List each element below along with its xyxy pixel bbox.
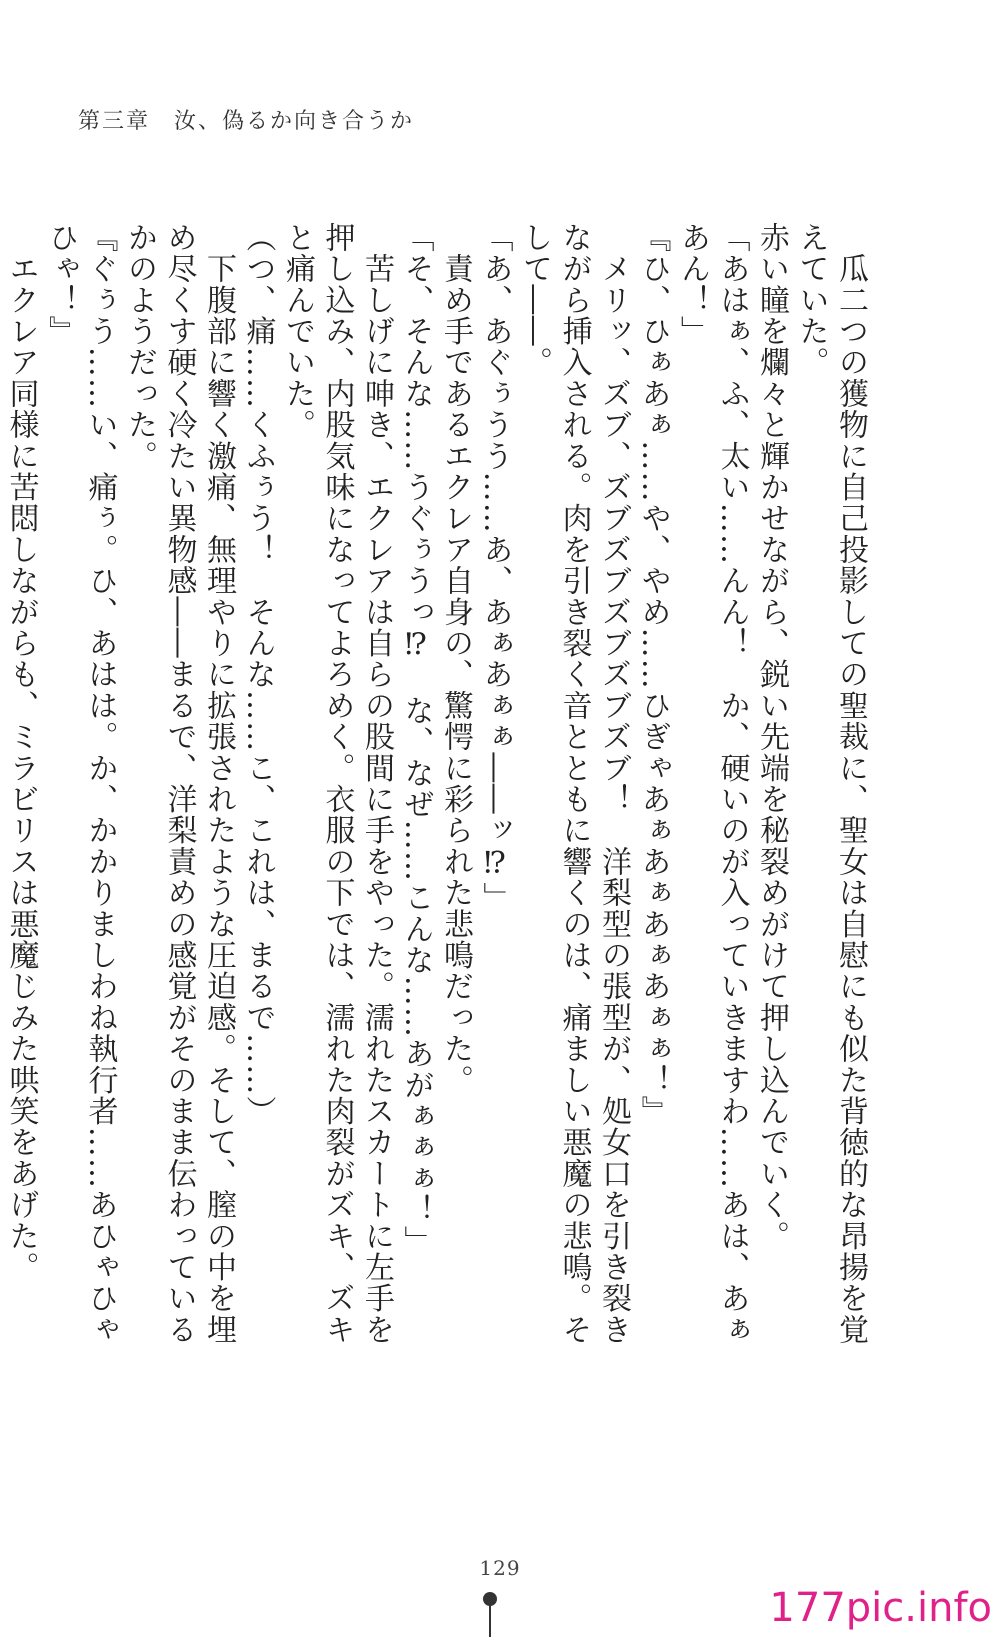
page-number: 129 [479,1556,521,1580]
paragraph: 瓜二つの獲物に自己投影しての聖裁に、聖女は自慰にも似た背徳的な昂揚を覚えていた。 [793,222,868,1346]
paragraph: 下腹部に響く激痛、無理やりに拡張されたような圧迫感。そして、膣の中を埋め尽くす硬く冷たい異物感――まるで、洋梨責めの感覚がそのまま伝わっているかのようだった。 [122,222,236,1346]
bookmark-dot-icon [483,1592,497,1606]
dialogue-line: 「そ、そんな……うぐぅうっ⁉ な、なぜ……こんな……あがぁぁぁ！」 [398,222,434,1257]
dialogue-line [0,222,1,1362]
paragraph: エクレア同様に苦悶しながらも、ミラビリスは悪魔じみた哄笑をあげた。 [3,222,39,1283]
paragraph: メリッ、ズブ、ズブズブズブズブズブ！ 洋梨型の張型が、処女口を引き裂きながら挿入される。肉を引き裂く音とともに響くのは、痛ましい悪魔の悲鳴。そして――。 [517,222,631,1346]
chapter-header: 第三章 汝、偽るか向き合うか [78,109,415,134]
paragraph: 赤い瞳を爛々と輝かせながら、鋭い先端を秘裂めがけて押し込んでいく。 [754,222,789,1252]
paragraph: 苦しげに呻き、エクレアは自らの股間に手をやった。濡れたスカートに左手を押し込み、内股気味になってよろめく。衣服の下では、濡れた肉裂がズキ、ズキと痛んでいた。 [280,222,394,1346]
inner-thought-line: （つ、痛……くふぅう！ そんな……こ、これは、まるで……） [240,222,276,1127]
vertical-body-text [3,222,870,1362]
dialogue-line: 「あ、あぐぅうう……あ、あぁあぁぁ――ッ⁉」 [477,222,513,914]
paragraph: 責め手であるエクレア自身の、驚愕に彩られた悲鳴だった。 [438,222,473,1096]
dialogue-line: 『ひ、ひぁあぁ……や、やめ……ひぎゃあぁあぁあぁあぁぁ！』 [635,222,671,1127]
watermark: 177pic.info [769,1585,992,1631]
dialogue-line: 『ぐぅう……い、痛ぅ。ひ、あはは。か、かかりましわね執行者……あひゃひゃひゃ！』 [43,222,118,1346]
dialogue-line: 「あはぁ、ふ、太い……んん！ か、硬いのが入っていきますわ……あは、あぁあん！」 [675,222,750,1346]
